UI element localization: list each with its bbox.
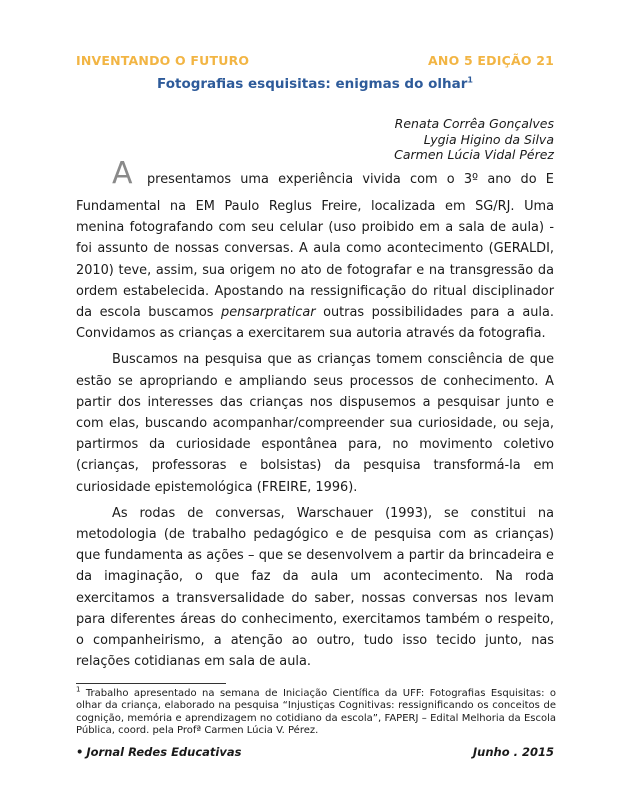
footnote-text: Trabalho apresentado na semana de Iniciação Científica da UFF: Fotografias Esquisitas: o olhar da criança, elaborado na pesquisa “Injustiças Cognitivas: ressignificando os conceitos de cognição, memória e aprendizagem no cotidiano da escola”, FAPERJ – Edital Melhoria da Escola Pública, coord. pela Profª Carmen Lúcia V. Pérez. (76, 688, 556, 736)
word: vivida (362, 172, 401, 187)
footnote-mark: 1 (76, 685, 81, 694)
footnote-divider (76, 683, 226, 684)
word: uma (240, 172, 269, 187)
footnote (76, 685, 556, 737)
title-footnote-mark: 1 (467, 75, 473, 85)
word: presentamos (147, 172, 232, 187)
footer-journal-name (76, 745, 241, 759)
word: ano (487, 172, 512, 187)
author-name: Renata Corrêa Gonçalves (394, 116, 554, 131)
journal-section-title: INVENTANDO O FUTURO (76, 53, 250, 68)
footer-journal-text: Jornal Redes Educativas (86, 745, 242, 759)
paragraph-3: As rodas de conversas, Warschauer (1993), se constitui na metodologia (de trabalho pedagógico e de pesquisa com as crianças) que fundamenta as ações – que se desenvolvem a partir da brincadeira e da imaginação, o que faz da aula um acontecimento. Na roda exercitamos a transversalidade do saber, nossas conversas nos levam para diferentes áreas do conhecimento, exercitamos também o respeito, o companheirismo, a atenção ao outro, tudo isso tecido junto, nas relações cotidianas em sala de aula. (76, 505, 554, 670)
drop-cap: A (112, 156, 133, 191)
word: o (446, 172, 455, 187)
word: com (410, 172, 438, 187)
footer-date: Junho . 2015 (472, 745, 554, 759)
issue-label: ANO 5 EDIÇÃO 21 (428, 53, 554, 68)
word: 3º (463, 172, 479, 187)
word: experiência (278, 172, 354, 187)
article-title-text: Fotografias esquisitas: enigmas do olhar (157, 76, 468, 92)
word: do (520, 172, 537, 187)
article-body (76, 156, 554, 672)
author-name: Lygia Higino da Silva (423, 131, 554, 147)
author-list (394, 116, 554, 163)
author-name: Carmen Lúcia Vidal Pérez (394, 147, 554, 162)
paragraph-1-text-b: outras possibilidades para a aula. Convidamos as crianças a exercitarem sua autoria através da fotografia. (76, 305, 554, 342)
paragraph-2: Buscamos na pesquisa que as crianças tomem consciência de que estão se apropriando e ampliando seus processos de conhecimento. A partir dos interesses das crianças nos dispusemos a pesquisar junto e com elas, buscando acompanhar/compreender sua curiosidade, ou seja, partirmos da curiosidade espontânea para, no movimento coletivo (crianças, professoras e bolsistas) da pesquisa transformá-la em curiosidade epistemológica (FREIRE, 1996). (76, 352, 554, 495)
paragraph-1-emphasis: pensarpraticar (221, 305, 316, 321)
paragraph-1-text-a: Fundamental na EM Paulo Reglus Freire, localizada em SG/RJ. Uma menina fotografando com seu celular (uso proibido em a sala de aula) - foi assunto de nossas conversas. A aula como acontecimento (GERALDI, 2010) teve, assim, sua origem no ato de fotografar e na transgressão da ordem estabelecida. Apostando na ressignificação do ritual disciplinador da escola buscamos (76, 199, 554, 321)
first-paragraph-opening (76, 156, 554, 196)
paragraph-1 (76, 196, 554, 344)
first-line (147, 169, 554, 190)
word: E (545, 172, 554, 187)
article-title (0, 76, 630, 92)
bullet-icon: • (76, 745, 84, 759)
